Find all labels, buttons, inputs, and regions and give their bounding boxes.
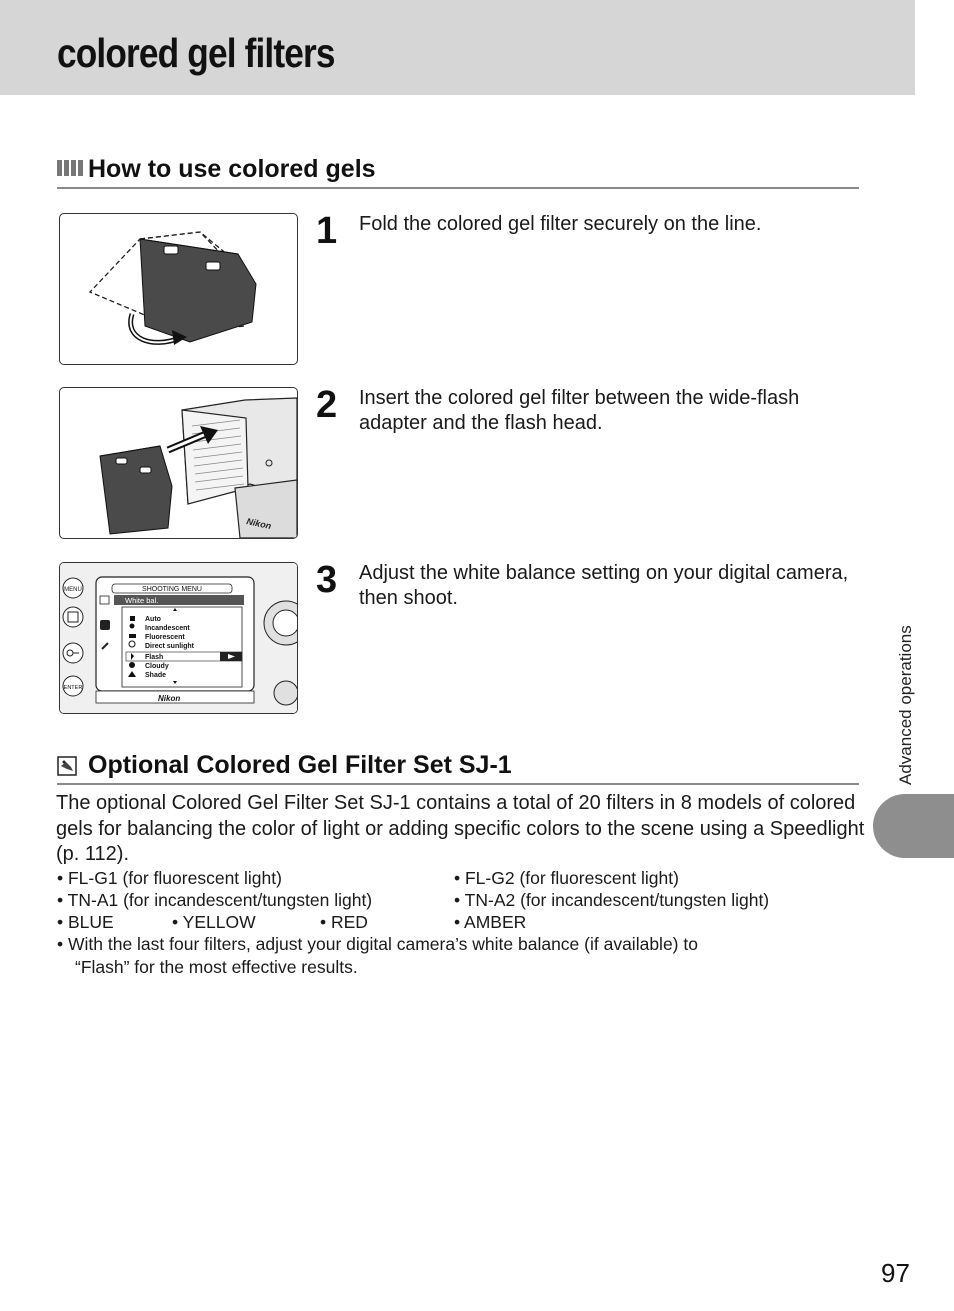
menu-title: SHOOTING MENU xyxy=(142,586,202,593)
page-title: colored gel filters xyxy=(57,30,335,76)
bullet-red: • RED xyxy=(320,912,368,932)
step-text-2: Insert the colored gel filter between the wide-flash adapter and the flash head. xyxy=(359,387,800,434)
note-line-1: • With the last four filters, adjust your digital camera’s white balance (if available) to xyxy=(57,934,698,954)
bullet-tn-a2: • TN-A2 (for incandescent/tungsten light) xyxy=(454,890,770,910)
section-heading-text: How to use colored gels xyxy=(88,155,376,183)
menu-button-label: MENU xyxy=(64,587,82,593)
menu-option-0: Auto xyxy=(145,616,161,623)
note-icon xyxy=(57,756,77,776)
menu-option-4: Flash xyxy=(145,654,164,661)
side-thumb-tab xyxy=(873,794,954,858)
step-number-1: 1 xyxy=(316,210,338,252)
menu-item-white-bal: White bal. xyxy=(125,596,159,605)
optional-set-paragraph: The optional Colored Gel Filter Set SJ-1 contains a total of 20 filters in 8 models of colored gels for balancing the color of light or adding specific colors to the scene using a Speedlight (p. 112). xyxy=(56,792,865,865)
figure2-brand: Nikon xyxy=(245,516,273,532)
bullet-fl-g1: • FL-G1 (for fluorescent light) xyxy=(57,868,282,888)
side-section-label: Advanced operations xyxy=(896,625,915,785)
step-text-3: Adjust the white balance setting on your digital camera, then shoot. xyxy=(359,562,849,609)
section-heading-text: Optional Colored Gel Filter Set SJ-1 xyxy=(88,751,512,779)
figure-insert-gel xyxy=(59,387,298,539)
bullet-amber: • AMBER xyxy=(454,912,527,932)
menu-option-3: Direct sunlight xyxy=(145,643,195,650)
menu-option-5: Cloudy xyxy=(145,663,169,670)
section-heading-optional-set xyxy=(57,751,859,785)
note-line-2: “Flash” for the most effective results. xyxy=(75,957,358,977)
bullet-blue: • BLUE xyxy=(57,912,114,932)
heading-bars-icon xyxy=(57,160,84,176)
figure-camera-menu xyxy=(59,562,298,714)
menu-option-6: Shade xyxy=(145,672,167,679)
step-number-3: 3 xyxy=(316,559,338,601)
step-text-1: Fold the colored gel filter securely on the line. xyxy=(359,213,762,235)
enter-button-label: ENTER xyxy=(63,685,83,691)
menu-option-2: Fluorescent xyxy=(145,634,185,641)
figure3-brand: Nikon xyxy=(158,694,181,703)
page-number: 97 xyxy=(881,1258,910,1288)
bullet-fl-g2: • FL-G2 (for fluorescent light) xyxy=(454,868,679,888)
bullet-tn-a1: • TN-A1 (for incandescent/tungsten light) xyxy=(57,890,373,910)
section-heading-how-to-use xyxy=(57,155,859,189)
step-number-2: 2 xyxy=(316,384,338,426)
figure-fold-gel xyxy=(59,213,298,365)
bullet-yellow: • YELLOW xyxy=(172,912,256,932)
menu-option-1: Incandescent xyxy=(145,625,190,632)
